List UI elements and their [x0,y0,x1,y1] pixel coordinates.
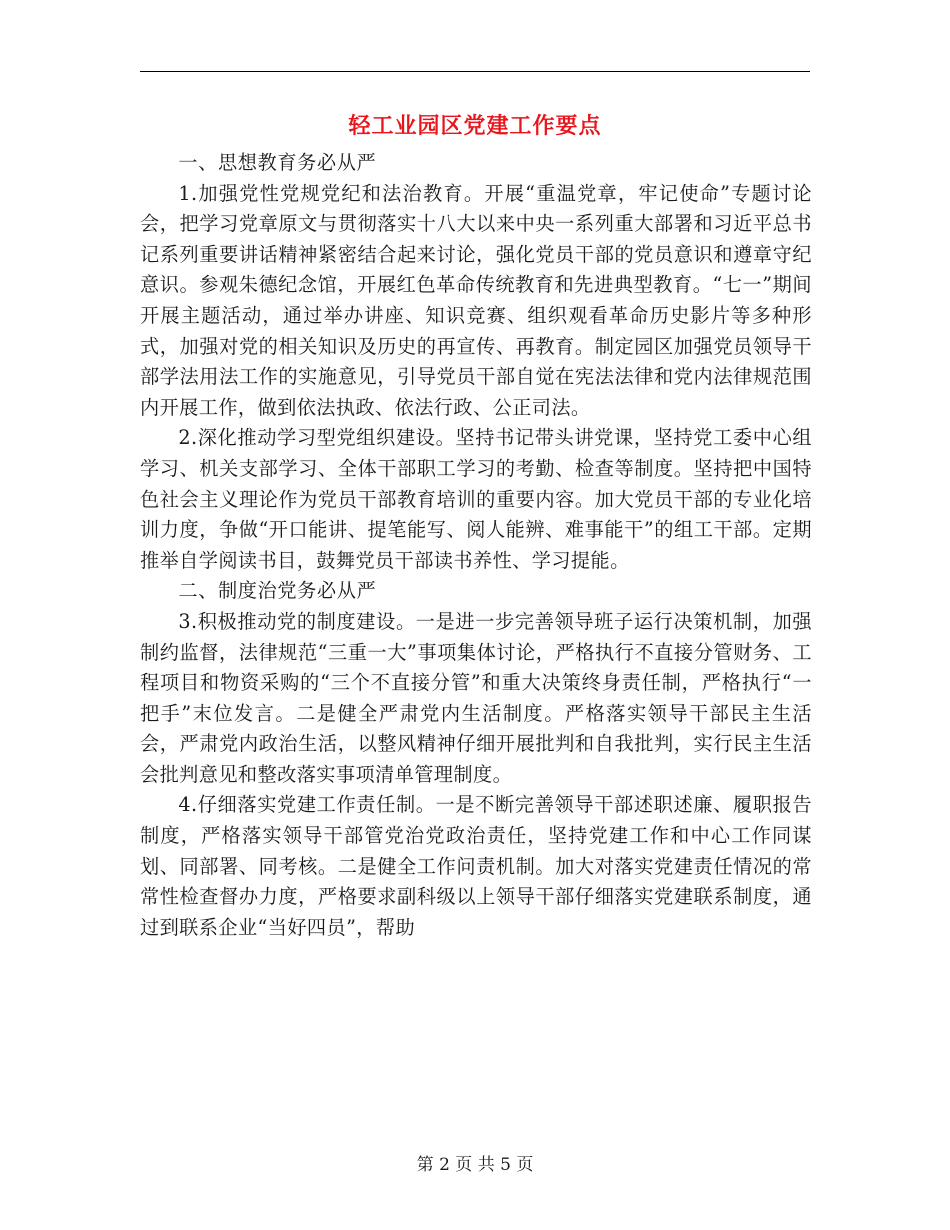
paragraph-2: 2.深化推动学习型党组织建设。坚持书记带头讲党课，坚持党工委中心组学习、机关支部学习、全体干部职工学习的考勤、检查等制度。坚持把中国特色社会主义理论作为党员干部教育培训的重要内容。加大党员干部的专业化培训力度，争做“开口能讲、提笔能写、阅人能辨、难事能干”的组工干部。定期推举自学阅读书目，鼓舞党员干部读书养性、学习提能。 [140,426,812,572]
page-label-prefix: 第 [416,1155,434,1175]
page-label-mid: 页 共 [455,1155,495,1175]
document-body [140,148,812,943]
paragraph-1: 1.加强党性党规党纪和法治教育。开展“重温党章，牢记使命”专题讨论会，把学习党章原文与贯彻落实十八大以来中央一系列重大部署和习近平总书记系列重要讲话精神紧密结合起来讨论，强化党员干部的党员意识和遵章守纪意识。参观朱德纪念馆，开展红色革命传统教育和先进典型教育。“七一”期间开展主题活动，通过举办讲座、知识竞赛、组织观看革命历史影片等多种形式，加强对党的相关知识及历史的再宣传、再教育。制定园区加强党员领导干部学法用法工作的实施意见，引导党员干部自觉在宪法法律和党内法律规范围内开展工作，做到依法执政、依法行政、公正司法。 [140,181,812,419]
section-heading-2: 二、制度治党务必从严 [178,579,377,603]
page-label-suffix: 页 [516,1155,534,1175]
section-heading-1: 一、思想教育务必从严 [178,151,377,174]
current-page-number: 2 [439,1155,450,1175]
total-pages-number: 5 [500,1155,511,1175]
document-title: 轻工业园区党建工作要点 [348,113,602,139]
header-rule [140,71,810,72]
paragraph-4: 4.仔细落实党建工作责任制。一是不断完善领导干部述职述廉、履职报告制度，严格落实领导干部管党治党政治责任，坚持党建工作和中心工作同谋划、同部署、同考核。二是健全工作问责机制。加大对落实党建责任情况的常常性检查督办力度，严格要求副科级以上领导干部仔细落实党建联系制度，通过到联系企业“当好四员”，帮助 [140,793,812,939]
paragraph-3: 3.积极推动党的制度建设。一是进一步完善领导班子运行决策机制，加强制约监督，法律规范“三重一大”事项集体讨论，严格执行不直接分管财务、工程项目和物资采购的“三个不直接分管”和重大决策终身责任制，严格执行“一把手”末位发言。二是健全严肃党内生活制度。严格落实领导干部民主生活会，严肃党内政治生活，以整风精神仔细开展批判和自我批判，实行民主生活会批判意见和整改落实事项清单管理制度。 [140,609,812,786]
page-footer [0,1153,950,1177]
